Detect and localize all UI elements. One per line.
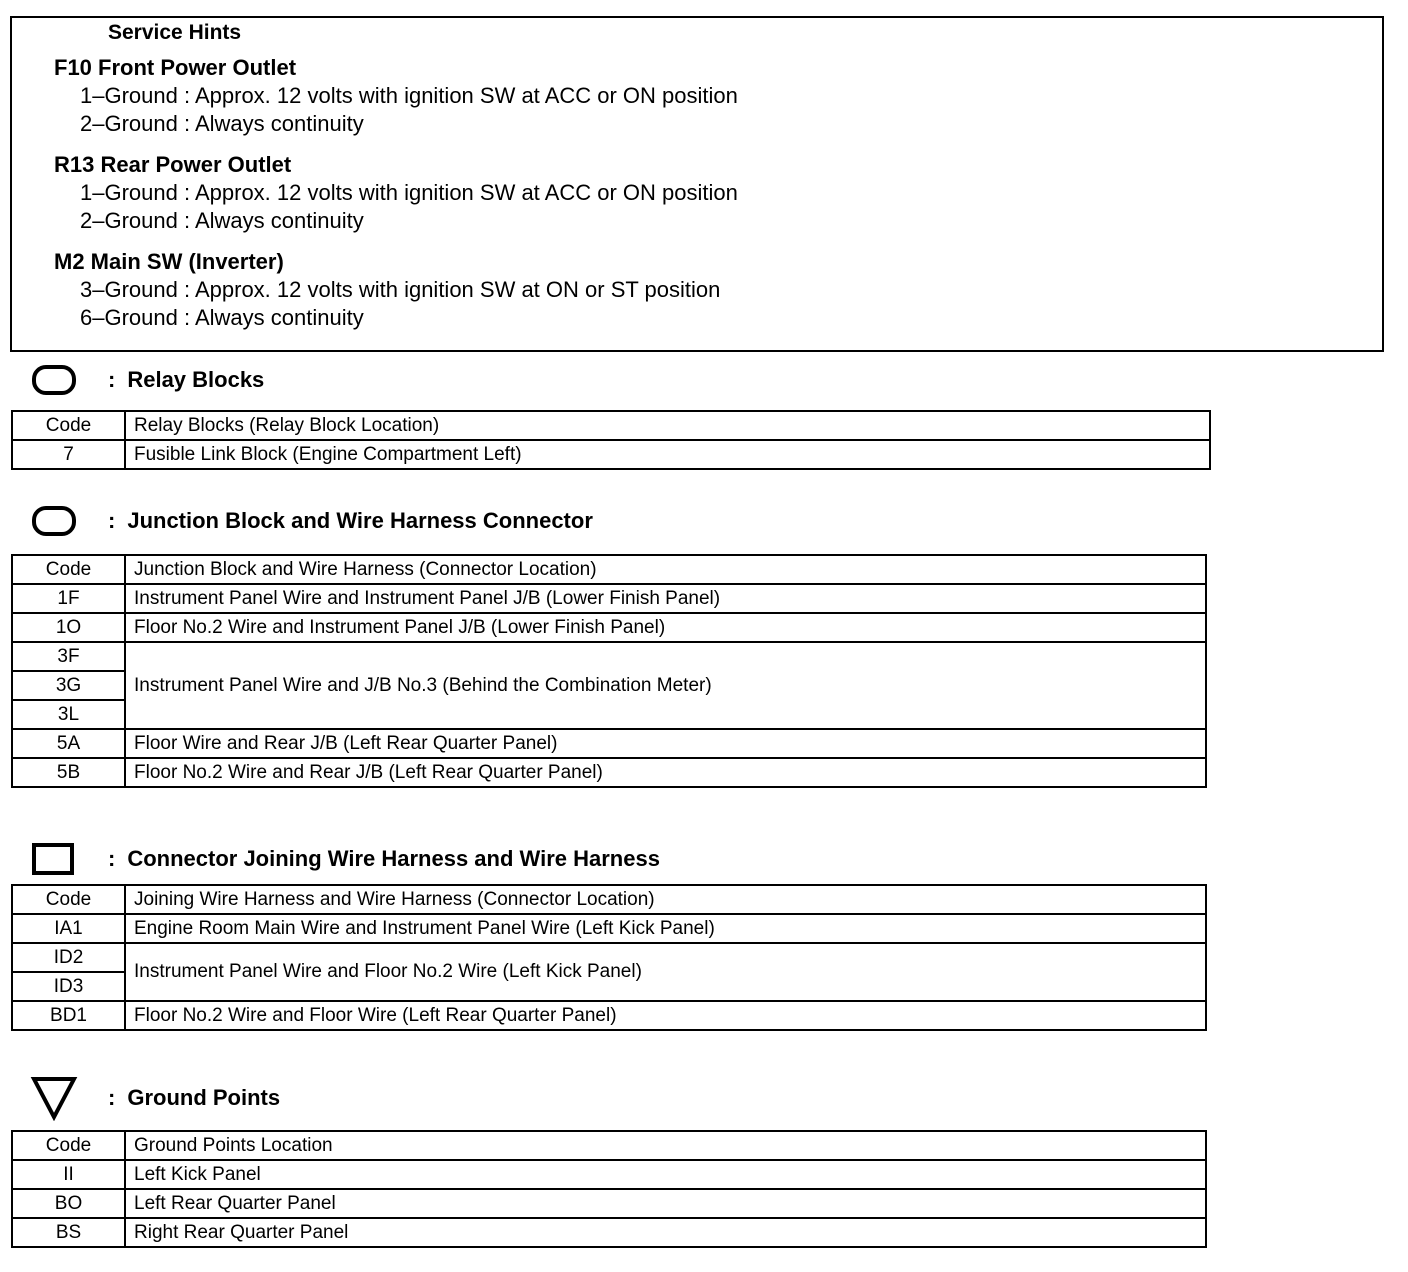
table-row bbox=[12, 914, 1206, 943]
relay-blocks-table bbox=[11, 410, 1211, 470]
table-row bbox=[12, 613, 1206, 642]
table-header-row bbox=[12, 1131, 1206, 1160]
service-hints-box bbox=[10, 16, 1384, 352]
ground-points-legend bbox=[30, 1074, 280, 1122]
code-cell: 5B bbox=[12, 758, 125, 787]
hint-line: 1–Ground : Approx. 12 volts with ignition SW at ACC or ON position bbox=[80, 180, 738, 205]
hint-line: 3–Ground : Approx. 12 volts with ignition SW at ON or ST position bbox=[80, 277, 721, 302]
location-cell: Left Kick Panel bbox=[125, 1160, 1206, 1189]
location-cell: Floor No.2 Wire and Floor Wire (Left Rear Quarter Panel) bbox=[125, 1001, 1206, 1030]
code-cell: IA1 bbox=[12, 914, 125, 943]
code-cell: 5A bbox=[12, 729, 125, 758]
hint-heading: R13 Rear Power Outlet bbox=[54, 152, 292, 177]
code-header: Code bbox=[12, 1131, 125, 1160]
code-cell: 7 bbox=[12, 440, 125, 469]
location-header: Ground Points Location bbox=[125, 1131, 1206, 1160]
table-header-row bbox=[12, 885, 1206, 914]
triangle-down-icon bbox=[30, 1074, 78, 1122]
table-row bbox=[12, 642, 1206, 671]
rounded-rectangle-icon bbox=[30, 503, 78, 539]
hint-line: 2–Ground : Always continuity bbox=[80, 208, 364, 233]
hint-line: 1–Ground : Approx. 12 volts with ignition SW at ACC or ON position bbox=[80, 83, 738, 108]
hint-heading: F10 Front Power Outlet bbox=[54, 55, 297, 80]
legend-colon: : bbox=[108, 846, 116, 871]
hint-line: 2–Ground : Always continuity bbox=[80, 111, 364, 136]
hint-group-f10 bbox=[54, 54, 738, 138]
table-row bbox=[12, 584, 1206, 613]
hint-line: 6–Ground : Always continuity bbox=[80, 305, 364, 330]
table-row bbox=[12, 1218, 1206, 1247]
code-header: Code bbox=[12, 555, 125, 584]
code-cell: 1F bbox=[12, 584, 125, 613]
connector-table bbox=[11, 884, 1207, 1031]
table-row bbox=[12, 729, 1206, 758]
code-cell: 1O bbox=[12, 613, 125, 642]
ground-points-table bbox=[11, 1130, 1207, 1248]
location-header: Junction Block and Wire Harness (Connector Location) bbox=[125, 555, 1206, 584]
service-hints-title: Service Hints bbox=[82, 20, 267, 46]
hint-heading: M2 Main SW (Inverter) bbox=[54, 249, 284, 274]
location-header: Relay Blocks (Relay Block Location) bbox=[125, 411, 1210, 440]
location-cell: Floor No.2 Wire and Rear J/B (Left Rear Quarter Panel) bbox=[125, 758, 1206, 787]
location-cell: Fusible Link Block (Engine Compartment Left) bbox=[125, 440, 1210, 469]
code-cell: II bbox=[12, 1160, 125, 1189]
junction-block-label: Junction Block and Wire Harness Connector bbox=[127, 508, 593, 533]
table-row bbox=[12, 1189, 1206, 1218]
hint-group-m2 bbox=[54, 248, 738, 332]
rounded-rectangle-icon bbox=[30, 362, 78, 398]
relay-blocks-label: Relay Blocks bbox=[127, 367, 265, 392]
location-cell: Instrument Panel Wire and Floor No.2 Wire (Left Kick Panel) bbox=[125, 943, 1206, 1001]
junction-block-legend bbox=[30, 503, 593, 539]
location-cell: Instrument Panel Wire and Instrument Panel J/B (Lower Finish Panel) bbox=[125, 584, 1206, 613]
legend-colon: : bbox=[108, 1085, 116, 1110]
table-row bbox=[12, 1160, 1206, 1189]
code-cell: 3L bbox=[12, 700, 125, 729]
junction-block-table bbox=[11, 554, 1207, 788]
table-header-row bbox=[12, 555, 1206, 584]
table-row bbox=[12, 943, 1206, 972]
hint-group-r13 bbox=[54, 151, 738, 235]
table-row bbox=[12, 440, 1210, 469]
code-cell: ID3 bbox=[12, 972, 125, 1001]
code-cell: ID2 bbox=[12, 943, 125, 972]
code-cell: BO bbox=[12, 1189, 125, 1218]
square-icon bbox=[30, 841, 78, 877]
location-cell: Right Rear Quarter Panel bbox=[125, 1218, 1206, 1247]
table-header-row bbox=[12, 411, 1210, 440]
code-header: Code bbox=[12, 411, 125, 440]
location-cell: Floor No.2 Wire and Instrument Panel J/B (Lower Finish Panel) bbox=[125, 613, 1206, 642]
code-cell: BD1 bbox=[12, 1001, 125, 1030]
service-hints-body bbox=[54, 54, 738, 345]
legend-colon: : bbox=[108, 508, 116, 533]
ground-points-label: Ground Points bbox=[127, 1085, 281, 1110]
location-header: Joining Wire Harness and Wire Harness (Connector Location) bbox=[125, 885, 1206, 914]
code-cell: BS bbox=[12, 1218, 125, 1247]
code-header: Code bbox=[12, 885, 125, 914]
relay-blocks-legend bbox=[30, 362, 264, 398]
code-cell: 3F bbox=[12, 642, 125, 671]
legend-colon: : bbox=[108, 367, 116, 392]
connector-label: Connector Joining Wire Harness and Wire Harness bbox=[127, 846, 660, 871]
location-cell: Left Rear Quarter Panel bbox=[125, 1189, 1206, 1218]
table-row bbox=[12, 1001, 1206, 1030]
location-cell: Instrument Panel Wire and J/B No.3 (Behind the Combination Meter) bbox=[125, 642, 1206, 729]
location-cell: Floor Wire and Rear J/B (Left Rear Quarter Panel) bbox=[125, 729, 1206, 758]
location-cell: Engine Room Main Wire and Instrument Panel Wire (Left Kick Panel) bbox=[125, 914, 1206, 943]
code-cell: 3G bbox=[12, 671, 125, 700]
table-row bbox=[12, 758, 1206, 787]
connector-legend bbox=[30, 841, 660, 877]
